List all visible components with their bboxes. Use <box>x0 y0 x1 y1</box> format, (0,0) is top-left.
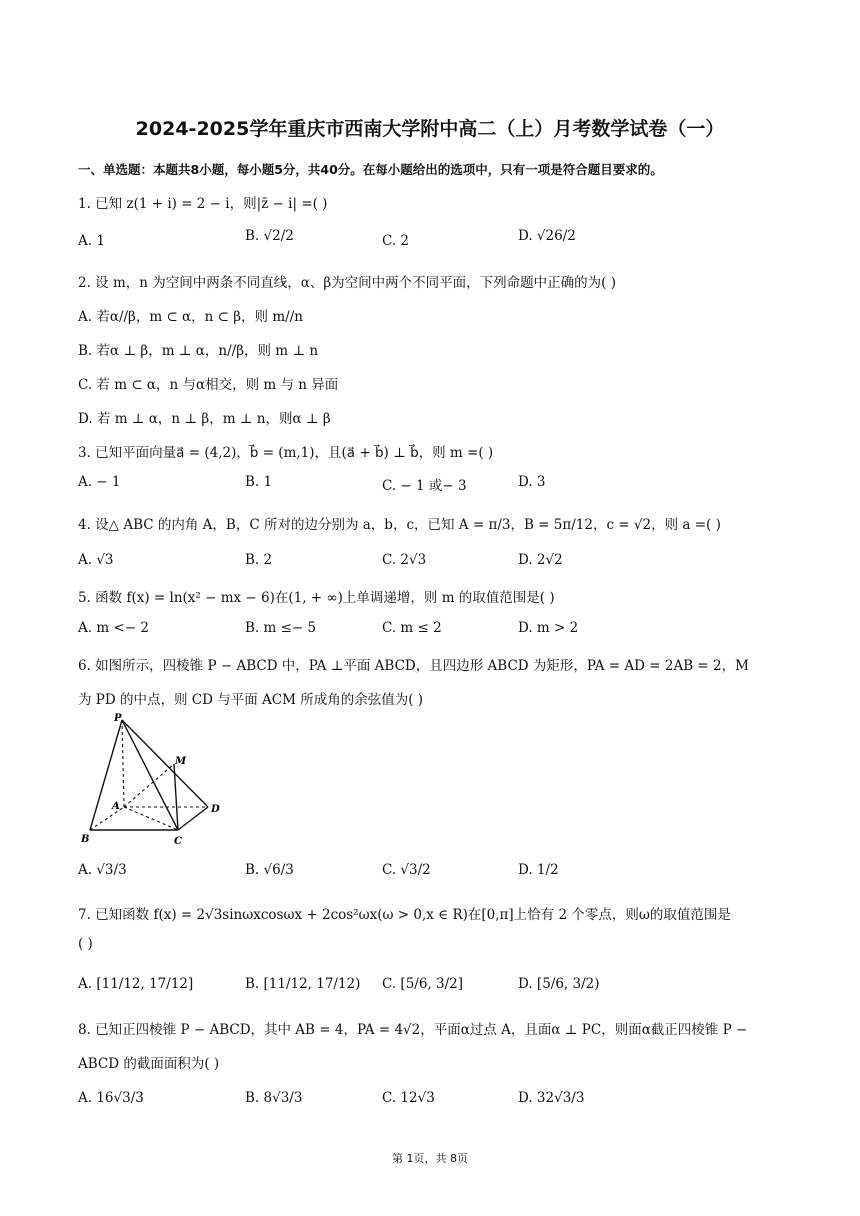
question-4-option-a: A. √3 <box>78 552 114 568</box>
edge-pb <box>90 720 122 830</box>
question-1-option-a: A. 1 <box>78 233 105 249</box>
question-7-option-b: B. [11/12, 17/12) <box>245 976 361 992</box>
question-4-option-b: B. 2 <box>245 552 273 568</box>
edge-pa <box>122 720 124 807</box>
label-a: A <box>112 801 120 812</box>
question-8-stem-line-2: ABCD 的截面面积为( ) <box>78 1056 220 1072</box>
question-4-option-c: C. 2√3 <box>382 552 427 568</box>
label-p: P <box>114 713 122 724</box>
question-1-stem: 1. 已知 z(1 + i) = 2 − i，则|z̄ − i| =( ) <box>78 196 328 212</box>
question-6-stem-line-2: 为 PD 的中点，则 CD 与平面 ACM 所成角的余弦值为( ) <box>78 692 424 708</box>
question-6-option-b: B. √6/3 <box>245 862 294 878</box>
question-5-option-a: A. m <− 2 <box>78 620 149 636</box>
question-5-option-b: B. m ≤− 5 <box>245 620 317 636</box>
question-8-option-a: A. 16√3/3 <box>78 1090 144 1106</box>
question-1-option-b: B. √2/2 <box>245 228 294 244</box>
question-5-option-c: C. m ≤ 2 <box>382 620 442 636</box>
question-2-stem: 2. 设 m，n 为空间中两条不同直线，α、β为空间中两个不同平面，下列命题中正确的为( ) <box>78 275 616 291</box>
question-8-stem-line-1: 8. 已知正四棱锥 P − ABCD，其中 AB = 4，PA = 4√2，平面α过点 A，且面α ⊥ PC，则面α截正四棱锥 P − <box>78 1022 748 1038</box>
question-3-option-b: B. 1 <box>245 474 273 490</box>
question-7-stem-line-2: ( ) <box>78 936 93 952</box>
edge-pc <box>122 720 178 830</box>
section-heading: 一、单选题：本题共8小题，每小题5分，共40分。在每小题给出的选项中，只有一项是符合题目要求的。 <box>78 162 663 177</box>
label-c: C <box>174 836 182 847</box>
question-8-option-b: B. 8√3/3 <box>245 1090 303 1106</box>
question-3-option-d: D. 3 <box>518 474 546 490</box>
question-3-option-c: C. − 1 或− 3 <box>382 478 467 494</box>
edge-am <box>124 764 174 807</box>
question-4-stem: 4. 设△ ABC 的内角 A，B，C 所对的边分别为 a，b，c，已知 A = π/3，B = 5π/12，c = √2，则 a =( ) <box>78 517 721 533</box>
question-3-stem: 3. 已知平面向量a⃗ = (4,2)，b⃗ = (m,1)，且(a⃗ + b⃗) ⊥ b⃗，则 m =( ) <box>78 445 494 461</box>
question-7-option-a: A. [11/12, 17/12] <box>78 976 194 992</box>
question-1-option-d: D. √26/2 <box>518 228 576 244</box>
question-2-option-c: C. 若 m ⊂ α，n 与α相交，则 m 与 n 异面 <box>78 377 339 393</box>
question-7-stem-line-1: 7. 已知函数 f(x) = 2√3sinωxcosωx + 2cos²ωx(ω > 0,x ∈ R)在[0,π]上恰有 2 个零点，则ω的取值范围是 <box>78 907 731 923</box>
question-2-option-b: B. 若α ⊥ β，m ⊥ α，n//β，则 m ⊥ n <box>78 343 319 359</box>
label-m: M <box>175 756 187 767</box>
label-d: D <box>211 804 220 815</box>
question-7-option-d: D. [5/6, 3/2) <box>518 976 600 992</box>
question-5-stem: 5. 函数 f(x) = ln(x² − mx − 6)在(1, + ∞)上单调递增，则 m 的取值范围是( ) <box>78 590 555 606</box>
question-2-option-d: D. 若 m ⊥ α，n ⊥ β，m ⊥ n，则α ⊥ β <box>78 411 331 427</box>
question-8-option-d: D. 32√3/3 <box>518 1090 585 1106</box>
pyramid-figure <box>78 712 228 850</box>
edge-ac <box>124 807 178 830</box>
question-6-option-a: A. √3/3 <box>78 862 127 878</box>
label-b: B <box>81 834 90 845</box>
edge-pd <box>122 720 208 807</box>
question-6-option-d: D. 1/2 <box>518 862 559 878</box>
question-2-option-a: A. 若α//β，m ⊂ α，n ⊂ β，则 m//n <box>78 309 303 325</box>
question-6-option-c: C. √3/2 <box>382 862 431 878</box>
question-7-option-c: C. [5/6, 3/2] <box>382 976 463 992</box>
question-8-option-c: C. 12√3 <box>382 1090 435 1106</box>
question-5-option-d: D. m > 2 <box>518 620 579 636</box>
page-title: 2024-2025学年重庆市西南大学附中高二（上）月考数学试卷（一） <box>135 118 725 140</box>
question-4-option-d: D. 2√2 <box>518 552 563 568</box>
question-3-option-a: A. − 1 <box>78 474 121 490</box>
question-1-option-c: C. 2 <box>382 233 410 249</box>
page-footer: 第 1页，共 8页 <box>392 1152 468 1165</box>
question-6-stem-line-1: 6. 如图所示，四棱锥 P − ABCD 中，PA ⊥平面 ABCD，且四边形 ABCD 为矩形，PA = AD = 2AB = 2，M <box>78 658 749 674</box>
edge-cd <box>178 807 208 830</box>
